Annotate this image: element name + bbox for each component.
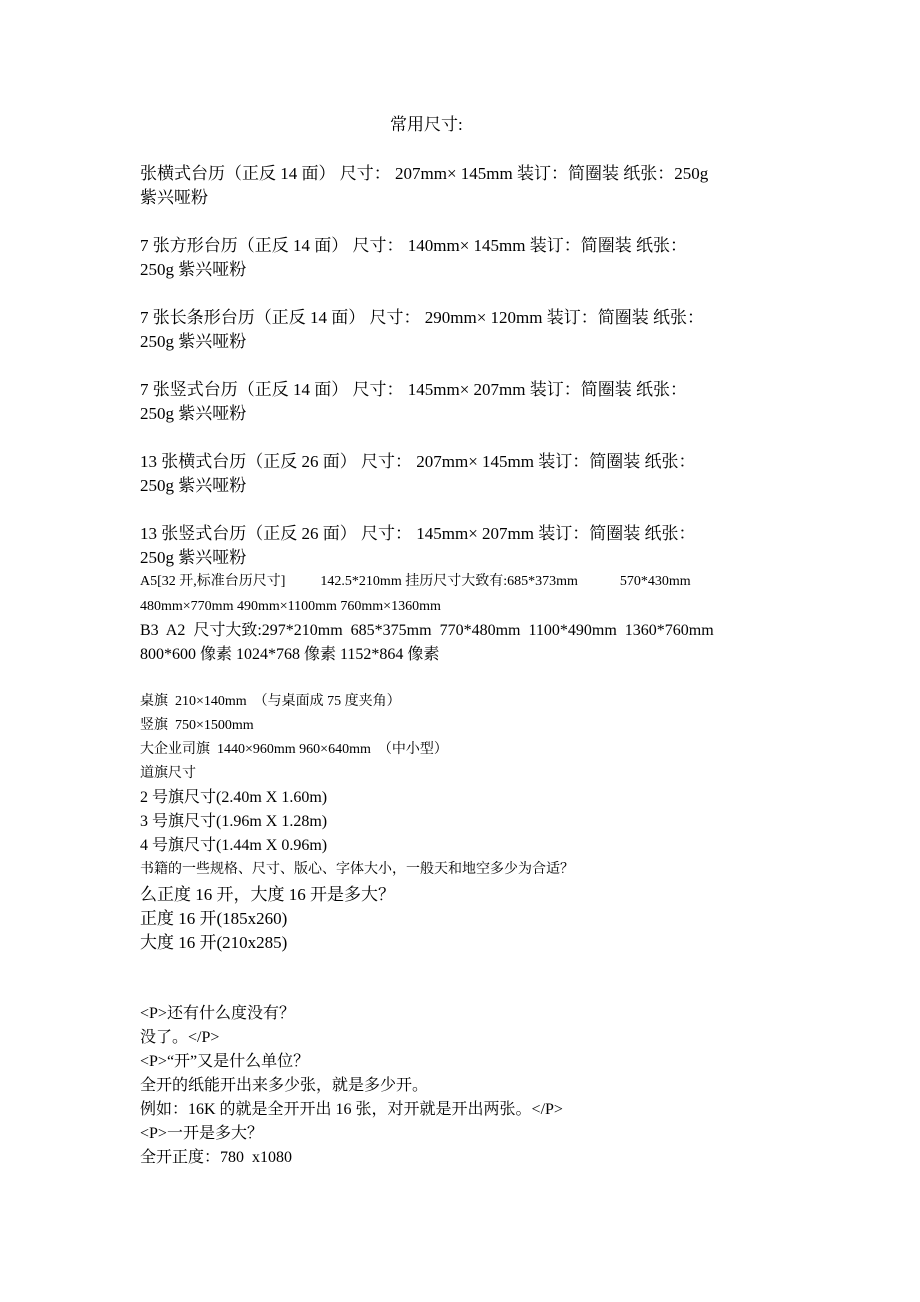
calendar-entry-5-line2: 250g 紫兴哑粉 — [140, 476, 247, 495]
page-title: 常用尺寸: — [390, 115, 463, 134]
qa-line-2: 没了。</P> — [140, 1029, 220, 1046]
book-question: 书籍的一些规格、尺寸、版心、字体大小，一般天和地空多少为合适？ — [140, 862, 574, 877]
calendar-entry-2-line2: 250g 紫兴哑粉 — [140, 260, 247, 279]
qa-line-7: 全开正度：780 x1080 — [140, 1149, 293, 1166]
calendar-entry-6-line1: 13 张竖式台历（正反 26 面） 尺寸： 145mm× 207mm 装订：简圈装 纸张： — [140, 524, 696, 543]
a5-size-line: A5[32 开,标准台历尺寸] 142.5*210mm 挂历尺寸大致有:685*373mm 570*430mm — [140, 574, 691, 589]
b3-size-line: B3 A2 尺寸大致:297*210mm 685*375mm 770*480mm 1100*490mm 1360*760mm — [140, 622, 714, 639]
calendar-entry-2-line1: 7 张方形台历（正反 14 面） 尺寸： 140mm× 145mm 装订：简圈装 纸张： — [140, 236, 687, 255]
mm-size-line: 480mm×770mm 490mm×1100mm 760mm×1360mm — [140, 599, 441, 614]
qa-line-6: <P>一开是多大？ — [140, 1125, 263, 1142]
flag-line-company: 大企业司旗 1440×960mm 960×640mm （中小型） — [140, 742, 448, 757]
flag-size-3: 3 号旗尺寸(1.96m X 1.28m) — [140, 813, 328, 830]
flag-line-desk: 桌旗 210×140mm （与桌面成 75 度夹角） — [140, 694, 401, 709]
flag-size-4: 4 号旗尺寸(1.44m X 0.96m) — [140, 837, 328, 854]
calendar-entry-6-line2: 250g 紫兴哑粉 — [140, 548, 247, 567]
book-line-1: 么正度 16 开，大度 16 开是多大？ — [140, 885, 395, 904]
flag-line-vertical: 竖旗 750×1500mm — [140, 718, 254, 733]
calendar-entry-3-line1: 7 张长条形台历（正反 14 面） 尺寸： 290mm× 120mm 装订：简圈装 纸张： — [140, 308, 704, 327]
calendar-entry-4-line2: 250g 紫兴哑粉 — [140, 404, 247, 423]
calendar-entry-1-line1: 张横式台历（正反 14 面） 尺寸： 207mm× 145mm 装订：简圈装 纸张：250g — [140, 164, 709, 183]
calendar-entry-5-line1: 13 张横式台历（正反 26 面） 尺寸： 207mm× 145mm 装订：简圈装 纸张： — [140, 452, 696, 471]
qa-line-3: <P>“开”又是什么单位？ — [140, 1053, 310, 1070]
flag-size-2: 2 号旗尺寸(2.40m X 1.60m) — [140, 789, 328, 806]
calendar-entry-1-line2: 紫兴哑粉 — [140, 188, 208, 207]
flag-line-road: 道旗尺寸 — [140, 766, 196, 781]
calendar-entry-4-line1: 7 张竖式台历（正反 14 面） 尺寸： 145mm× 207mm 装订：简圈装 纸张： — [140, 380, 687, 399]
book-line-3: 大度 16 开(210x285) — [140, 933, 288, 952]
qa-line-4: 全开的纸能开出来多少张，就是多少开。 — [140, 1077, 429, 1094]
calendar-entry-3-line2: 250g 紫兴哑粉 — [140, 332, 247, 351]
book-line-2: 正度 16 开(185x260) — [140, 909, 288, 928]
pixel-size-line: 800*600 像素 1024*768 像素 1152*864 像素 — [140, 646, 440, 663]
qa-line-5: 例如：16K 的就是全开开出 16 张，对开就是开出两张。</P> — [140, 1101, 563, 1118]
qa-line-1: <P>还有什么度没有？ — [140, 1005, 295, 1022]
